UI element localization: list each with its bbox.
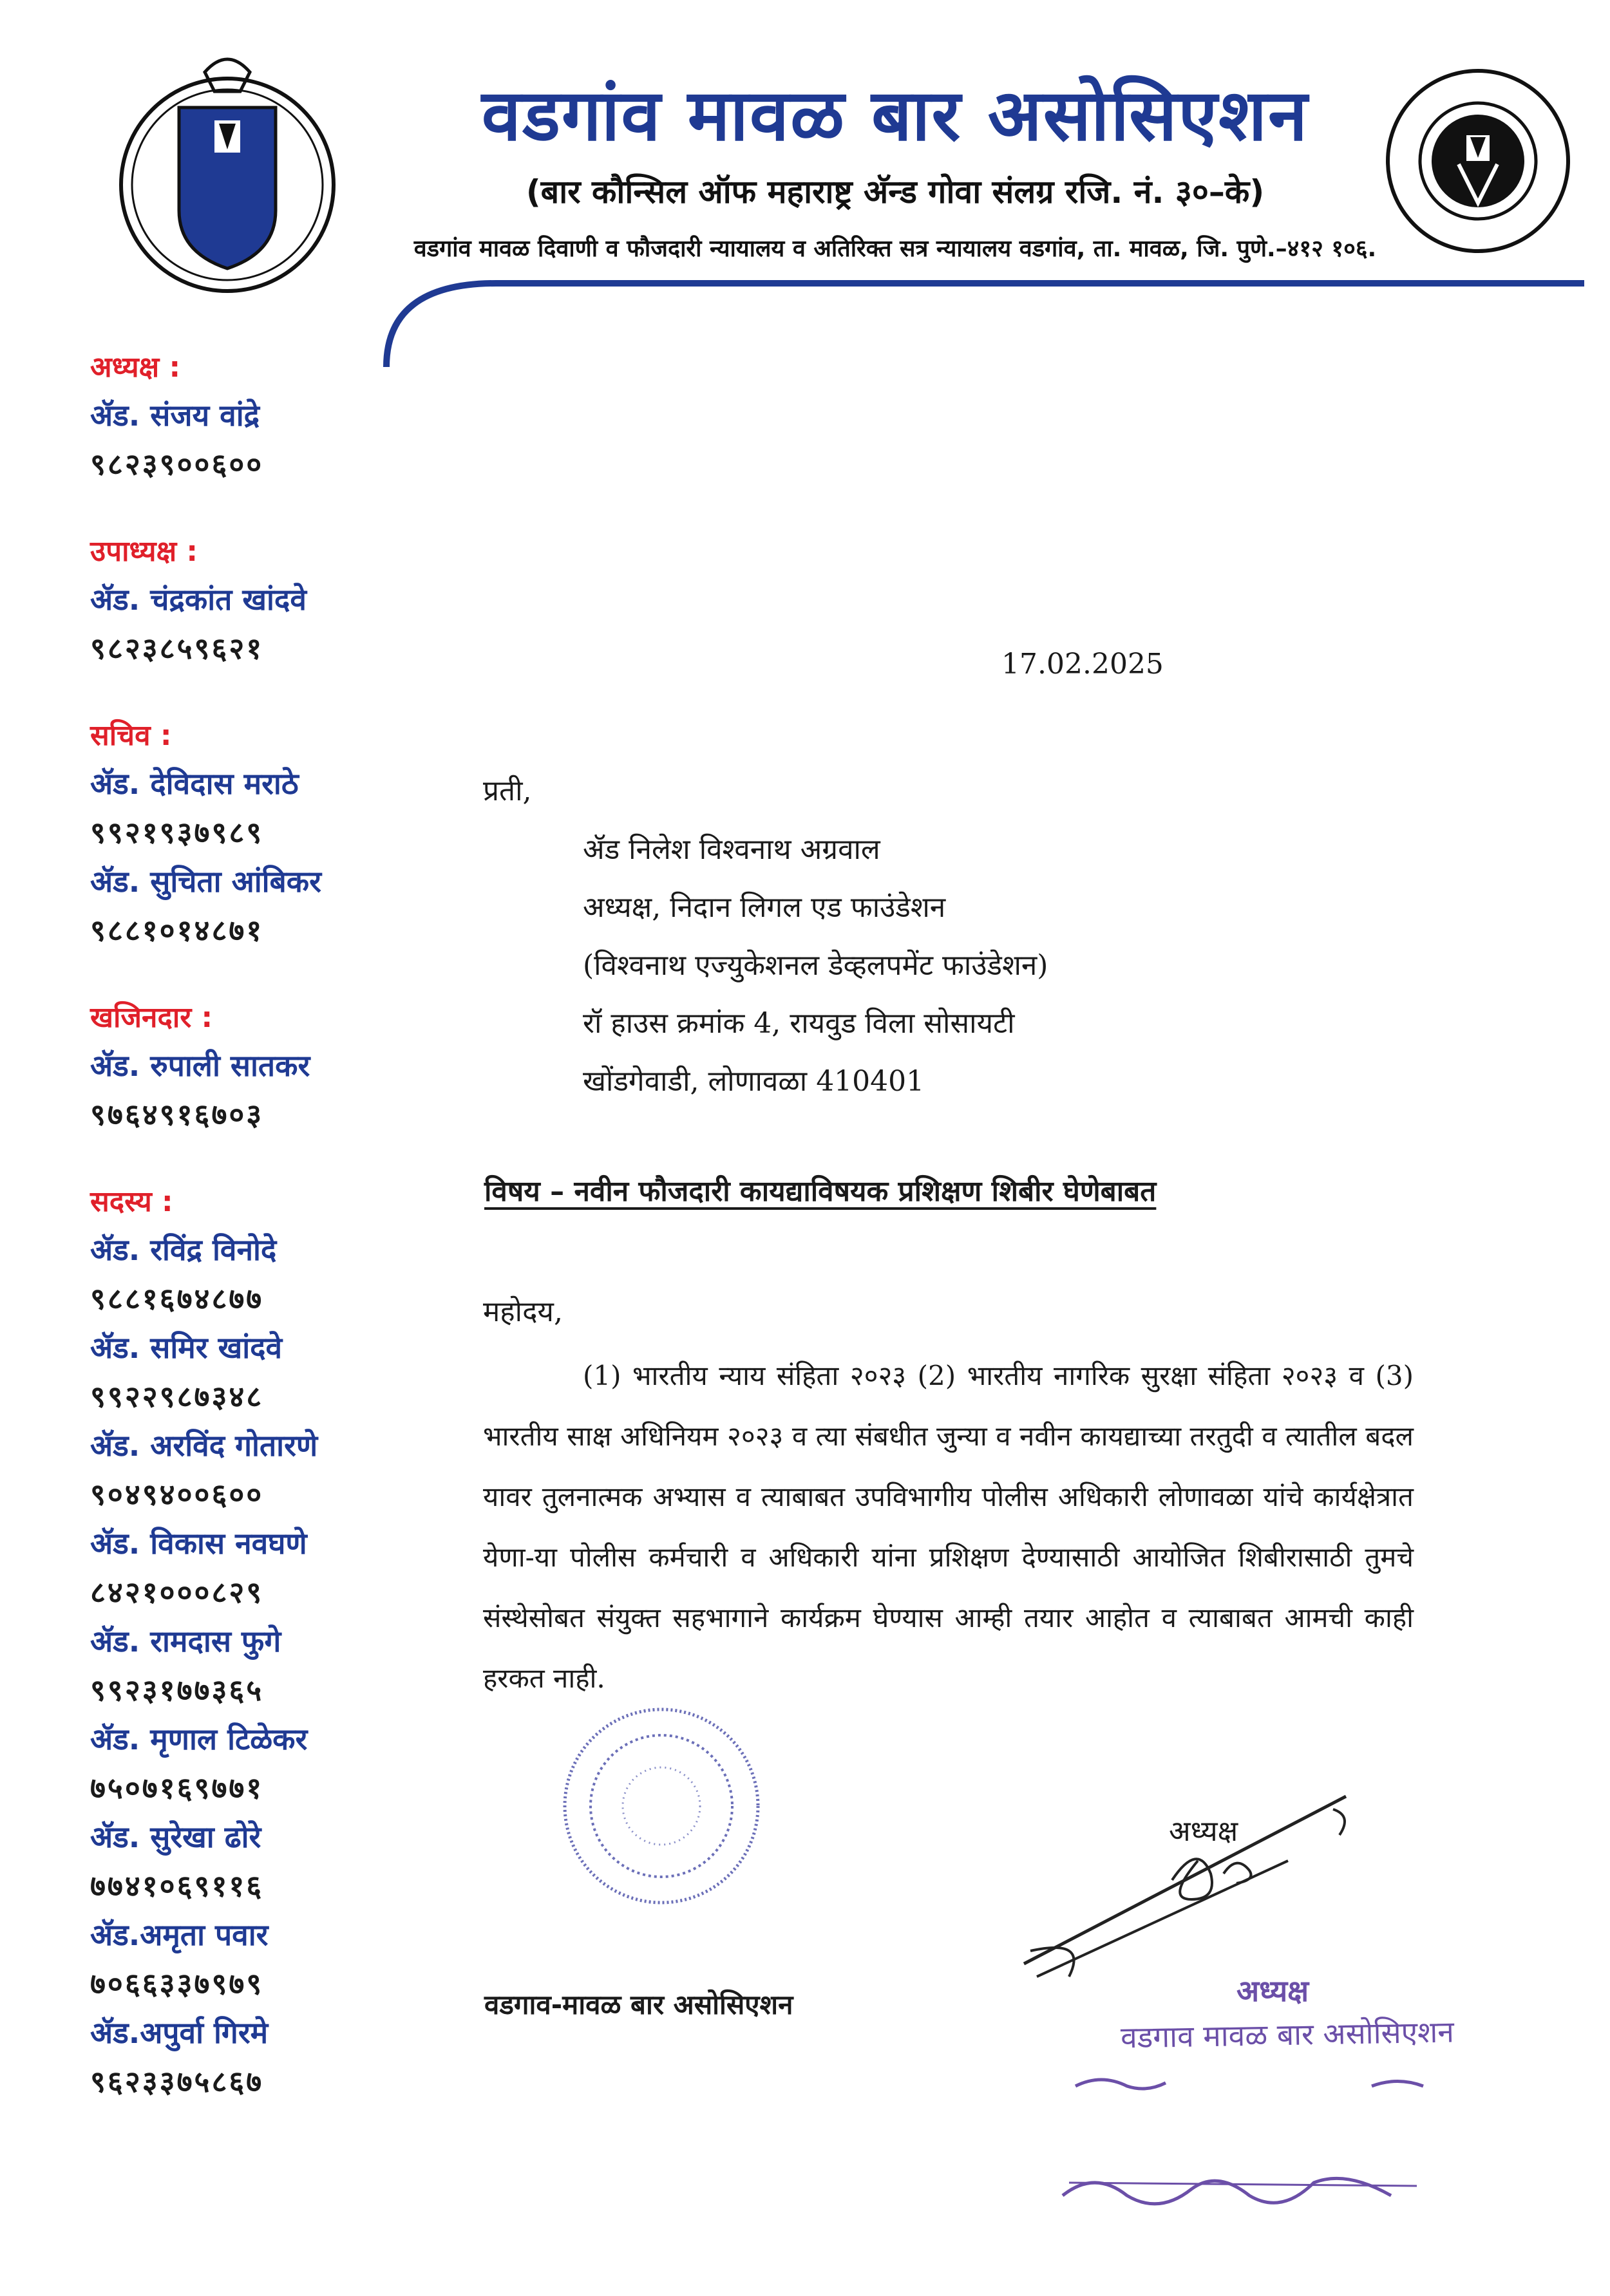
sender-org: वडगाव-मावळ बार असोसिएशन [484, 1989, 793, 2020]
treasurer-section [90, 995, 412, 1139]
recipient-line: रॉ हाउस क्रमांक 4, रायवुड विला सोसायटी [583, 1007, 1015, 1040]
vice-president-heading: उपाध्यक्ष : [90, 535, 198, 568]
org-address: वडगांव मावळ दिवाणी व फौजदारी न्यायालय व अतिरिक्त सत्र न्यायालय वडगांव, ता. मावळ, जि. पुणे.–४१२ १०६. [413, 236, 1377, 262]
president-heading: अध्यक्ष : [90, 351, 181, 384]
member-phone: ८४२१०००८२९ [90, 1575, 264, 1610]
vice-president-phone: ९८२३८५९६२१ [90, 631, 264, 666]
header-divider [380, 270, 1584, 373]
members-section [90, 1179, 412, 2106]
member-phone: ९८८१६७४८७७ [90, 1281, 264, 1316]
recipient-line: अध्यक्ष, निदान लिगल एड फाउंडेशन [583, 891, 946, 924]
salutation: महोदय, [483, 1295, 563, 1328]
member-phone: ९६२३३७५८६७ [90, 2064, 264, 2099]
treasurer-heading: खजिनदार : [90, 1001, 213, 1034]
office-bearers-sidebar [90, 344, 412, 2146]
scribble-mark [1069, 2060, 1468, 2105]
vice-president-name: ॲड. चंद्रकांत खांदवे [90, 582, 307, 617]
member-name: ॲड.अमृता पवार [90, 1917, 269, 1952]
member-phone: ७५०७१६९७७१ [90, 1771, 264, 1805]
org-affiliation: (बार कौन्सिल ऑफ महाराष्ट्र अ‍ॅन्ड गोवा संलग्र रजि. नं. ३०–के) [526, 173, 1265, 211]
secretary-phone: ९८८१०१४८७१ [90, 913, 264, 948]
member-phone: ९९२३१७७३६५ [90, 1673, 264, 1708]
secretary-name: ॲड. देविदास मराठे [90, 766, 299, 801]
scribble-mark [1056, 2163, 1443, 2215]
recipient-line: खोंडगेवाडी, लोणावळा 410401 [583, 1065, 925, 1098]
members-heading: सदस्य : [90, 1185, 173, 1218]
member-name: ॲड. मृणाल टिळेकर [90, 1722, 308, 1756]
secretary-heading: सचिव : [90, 719, 172, 752]
recipient-line: (विश्वनाथ एज्युकेशनल डेव्हलपमेंट फाउंडेशन) [583, 949, 1048, 982]
letter-subject: विषय – नवीन फौजदारी कायद्याविषयक प्रशिक्षण शिबीर घेणेबाबत [484, 1175, 1157, 1208]
stamp-org: वडगाव मावळ बार असोसिएशन [1120, 2014, 1455, 2055]
recipient-line: ॲड निलेश विश्वनाथ अग्रवाल [583, 833, 880, 866]
vba-seal-logo [1381, 61, 1575, 261]
to-label: प्रती, [483, 775, 532, 807]
president-phone: ९८२३९००६०० [90, 447, 264, 482]
member-phone: ७७४१०६९११६ [90, 1868, 264, 1903]
member-name: ॲड. अरविंद गोतारणे [90, 1428, 318, 1463]
secretary-name: ॲड. सुचिता आंबिकर [90, 864, 321, 899]
member-name: ॲड. सुरेखा ढोरे [90, 1820, 261, 1854]
member-name: ॲड.अपुर्वा गिरमे [90, 2015, 269, 2050]
treasurer-phone: ९७६४९१६७०३ [90, 1097, 264, 1132]
signatory-title: अध्यक्ष [1169, 1815, 1238, 1848]
president-section [90, 344, 412, 489]
secretary-phone: ९९२१९३७९८९ [90, 815, 264, 850]
letter-body: (1) भारतीय न्याय संहिता २०२३ (2) भारतीय नागरिक सुरक्षा संहिता २०२३ व (3) भारतीय साक्ष अधिनियम २०२३ व त्या संबधीत जुन्या व नवीन कायद्याच्या तरतुदी व त्यातील बदल यावर तुलनात्मक अभ्यास व त्याबाबत उपविभागीय पोलीस अधिकारी लोणावळा यांचे कार्यक्षेत्रात येणा-या पोलीस कर्मचारी व अधिकारी यांना प्रशिक्षण देण्यासाठी आयोजित शिबीरासाठी तुमचे संस्थेसोबत संयुक्त सहभागाने कार्यक्रम घेण्यास आम्ही तयार आहोत व त्याबाबत आमची काही हरकत नाही. [483, 1360, 1414, 1694]
signature [1011, 1783, 1372, 1996]
vba-logo [108, 46, 346, 304]
secretary-section [90, 713, 412, 955]
member-name: ॲड. रविंद्र विनोदे [90, 1232, 277, 1267]
vice-president-section [90, 529, 412, 673]
member-name: ॲड. रामदास फुगे [90, 1624, 281, 1659]
treasurer-name: ॲड. रुपाली सातकर [90, 1048, 310, 1083]
president-name: ॲड. संजय वांद्रे [90, 398, 260, 433]
letter-date: 17.02.2025 [1001, 648, 1164, 681]
member-phone: ७०६६३३७९७९ [90, 1966, 264, 2001]
member-phone: ९९२२९८७३४८ [90, 1379, 264, 1414]
member-phone: ९०४९४००६०० [90, 1477, 264, 1512]
member-name: ॲड. समिर खांदवे [90, 1330, 283, 1365]
recipient-address [583, 821, 1048, 1111]
round-seal-stamp [555, 1700, 768, 1912]
member-name: ॲड. विकास नवघणे [90, 1526, 307, 1561]
org-name: वडगांव मावळ बार असोसिएशन [481, 74, 1309, 156]
stamp-title: अध्यक्ष [1236, 1973, 1309, 2008]
